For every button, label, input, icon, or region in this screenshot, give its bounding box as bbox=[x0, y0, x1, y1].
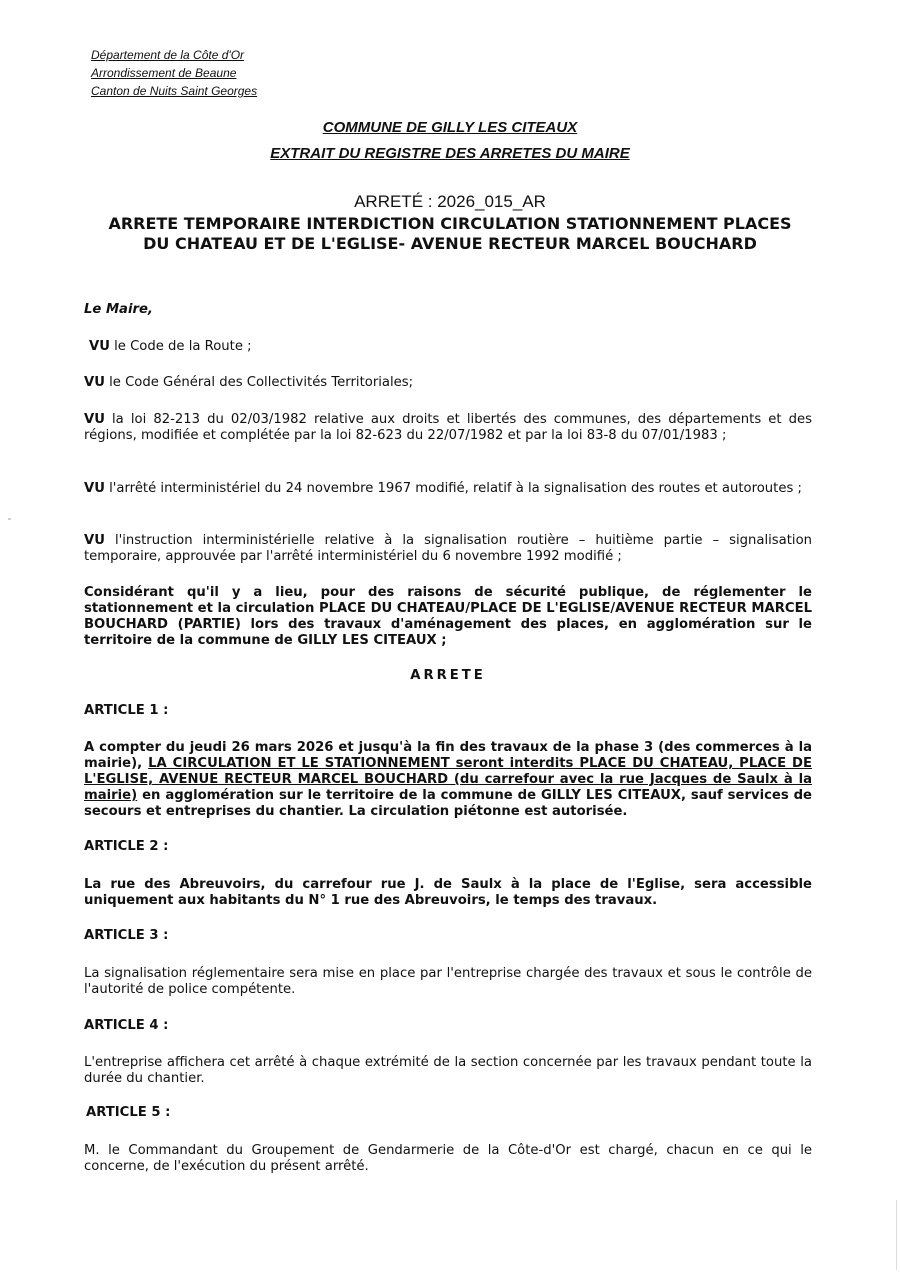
scan-edge-line bbox=[896, 1200, 897, 1270]
arrete-heading: ARRETE bbox=[410, 668, 486, 683]
administrative-header bbox=[91, 46, 257, 100]
vu-label: VU bbox=[84, 481, 105, 496]
vu-paragraph bbox=[84, 481, 812, 497]
article-1-title: ARTICLE 1 : bbox=[84, 703, 169, 718]
vu-text: le Code de la Route ; bbox=[114, 339, 252, 354]
article-4-title: ARTICLE 4 : bbox=[84, 1018, 169, 1033]
article-5-title: ARTICLE 5 : bbox=[86, 1105, 171, 1120]
article-1-text bbox=[84, 740, 812, 820]
vu-paragraph bbox=[84, 412, 812, 444]
commune-name: COMMUNE DE GILLY LES CITEAUX bbox=[322, 119, 578, 136]
maire-heading: Le Maire, bbox=[84, 302, 153, 317]
canton-line: Canton de Nuits Saint Georges bbox=[91, 84, 258, 98]
article-4-text: L'entreprise affichera cet arrêté à chaque extrémité de la section concernée par les travaux pendant toute la durée du chantier. bbox=[84, 1055, 812, 1086]
scan-mark bbox=[8, 518, 11, 520]
article-3-text: La signalisation réglementaire sera mise en place par l'entreprise chargée des travaux et sous le contrôle de l'autorité de police compétente. bbox=[84, 966, 812, 997]
vu-paragraph bbox=[84, 533, 812, 565]
article-3-title: ARTICLE 3 : bbox=[84, 928, 169, 943]
vu-label: VU bbox=[84, 375, 105, 390]
vu-text: l'instruction interministérielle relative à la signalisation routière – huitième partie – signalisation temporaire, approuvée par l'arrêté interministériel du 6 novembre 1992 modifié ; bbox=[84, 533, 813, 564]
arrete-number: ARRETÉ : 2026_015_AR bbox=[354, 192, 546, 211]
considerant-paragraph: Considérant qu'il y a lieu, pour des raisons de sécurité publique, de réglementer le stationnement et la circulation PLACE DU CHATEAU/PLACE DE L'EGLISE/AVENUE RECTEUR MARCEL BOUCHARD (PARTIE) lors des travaux d'aménagement des places, en agglomération sur le territoire de la commune de GILLY LES CITEAUX ; bbox=[84, 585, 812, 648]
article-2-title: ARTICLE 2 : bbox=[84, 839, 169, 854]
registre-title: EXTRAIT DU REGISTRE DES ARRETES DU MAIRE bbox=[270, 145, 630, 162]
vu-label: VU bbox=[84, 533, 105, 548]
article-1-text-b: LA CIRCULATION ET LE STATIONNEMENT seront interdits PLACE DU CHATEAU, PLACE DE L'EGLISE, AVENUE RECTEUR MARCEL BOUCHARD (du carrefour avec la rue Jacques de Saulx à la mairie) bbox=[84, 756, 813, 803]
departement-line: Département de la Côte d'Or bbox=[91, 48, 245, 62]
vu-paragraph bbox=[84, 375, 812, 391]
vu-paragraph bbox=[89, 339, 817, 355]
vu-text: le Code Général des Collectivités Territoriales; bbox=[109, 375, 414, 390]
vu-text: la loi 82-213 du 02/03/1982 relative aux droits et libertés des communes, des départements et des régions, modifiée et complétée par la loi 82-623 du 22/07/1982 et par la loi 83-8 du 07/01/1983 ; bbox=[84, 412, 812, 443]
vu-label: VU bbox=[89, 339, 110, 354]
vu-label: VU bbox=[84, 412, 105, 427]
article-5-text: M. le Commandant du Groupement de Gendarmerie de la Côte-d'Or est chargé, chacun en ce qui le concerne, de l'exécution du présent arrêté. bbox=[84, 1143, 812, 1174]
article-1-text-c: en agglomération sur le territoire de la commune de GILLY LES CITEAUX, sauf services de secours et entreprises du chantier. La circulation piétonne est autorisée. bbox=[84, 788, 813, 819]
arrete-title: ARRETE TEMPORAIRE INTERDICTION CIRCULATION STATIONNEMENT PLACES DU CHATEAU ET DE L'EGLISE- AVENUE RECTEUR MARCEL BOUCHARD bbox=[108, 214, 792, 253]
vu-text: l'arrêté interministériel du 24 novembre 1967 modifié, relatif à la signalisation des routes et autoroutes ; bbox=[109, 481, 802, 496]
article-1-text-a: A compter du jeudi 26 mars 2026 et jusqu'à la fin des travaux de la phase 3 (des commerces à la mairie), bbox=[84, 740, 812, 771]
arrondissement-line: Arrondissement de Beaune bbox=[91, 66, 237, 80]
article-2-text: La rue des Abreuvoirs, du carrefour rue J. de Saulx à la place de l'Eglise, sera accessible uniquement aux habitants du N° 1 rue des Abreuvoirs, le temps des travaux. bbox=[84, 877, 812, 908]
